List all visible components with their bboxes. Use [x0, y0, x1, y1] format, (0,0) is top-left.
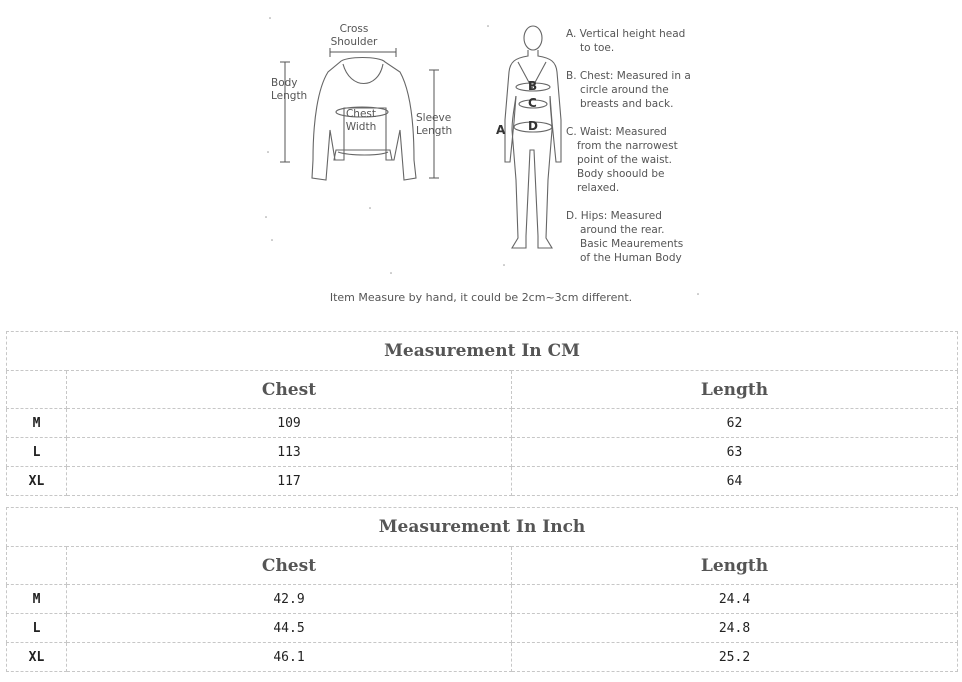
- body-length-label: Body Length: [271, 77, 308, 102]
- length-cell: 24.4: [512, 585, 958, 614]
- chest-width-label: Chest Width: [345, 108, 377, 133]
- header-chest: Chest: [67, 371, 512, 409]
- definition-c: C. Waist: Measured from the narrowest point of the waist. Body shoould be relaxed.: [566, 126, 678, 194]
- size-cell: XL: [7, 643, 67, 672]
- chest-cell: 44.5: [67, 614, 512, 643]
- measure-note: Item Measure by hand, it could be 2cm~3cm different.: [329, 291, 633, 304]
- table-row: [7, 585, 958, 614]
- size-guide-illustration: [0, 0, 962, 320]
- header-length: Length: [512, 547, 958, 585]
- body-point-b: B: [528, 79, 538, 93]
- chest-cell: 117: [67, 467, 512, 496]
- measurement-table-cm: [6, 331, 958, 496]
- table-title-inch: Measurement In Inch: [7, 508, 958, 547]
- table-row: [7, 438, 958, 467]
- size-cell: M: [7, 409, 67, 438]
- length-cell: 62: [512, 409, 958, 438]
- length-cell: 63: [512, 438, 958, 467]
- length-cell: 24.8: [512, 614, 958, 643]
- header-length: Length: [512, 371, 958, 409]
- size-cell: L: [7, 614, 67, 643]
- chest-cell: 46.1: [67, 643, 512, 672]
- table-row: [7, 467, 958, 496]
- size-cell: M: [7, 585, 67, 614]
- chest-cell: 113: [67, 438, 512, 467]
- body-point-d: D: [528, 119, 538, 133]
- chest-cell: 109: [67, 409, 512, 438]
- body-point-a: A: [496, 123, 506, 137]
- table-row: [7, 643, 958, 672]
- definition-d: D. Hips: Measured around the rear. Basic Meaurements of the Human Body: [566, 210, 684, 264]
- header-chest: Chest: [67, 547, 512, 585]
- length-cell: 64: [512, 467, 958, 496]
- table-row: [7, 614, 958, 643]
- measurement-table-inch: [6, 507, 958, 672]
- table-row: [7, 409, 958, 438]
- table-title-cm: Measurement In CM: [7, 332, 958, 371]
- size-cell: XL: [7, 467, 67, 496]
- human-body-diagram-icon: [505, 26, 561, 248]
- sleeve-length-label: Sleeve Length: [416, 112, 453, 137]
- header-size: [7, 547, 67, 585]
- size-guide-figure: [0, 0, 962, 320]
- cross-shoulder-label: Cross Shoulder: [330, 23, 378, 48]
- chest-cell: 42.9: [67, 585, 512, 614]
- header-size: [7, 371, 67, 409]
- body-point-c: C: [528, 96, 537, 110]
- definition-b: B. Chest: Measured in a circle around the breasts and back.: [566, 70, 691, 110]
- size-cell: L: [7, 438, 67, 467]
- definition-a: A. Vertical height head to toe.: [566, 28, 686, 54]
- length-cell: 25.2: [512, 643, 958, 672]
